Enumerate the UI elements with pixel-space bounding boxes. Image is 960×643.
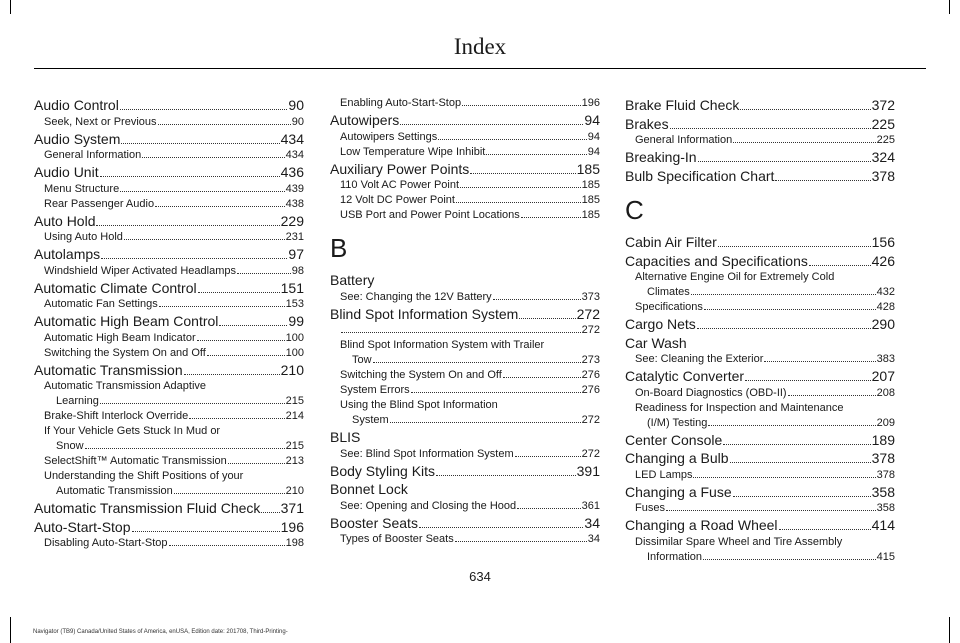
entry-page-number: 378 (871, 167, 895, 184)
entry-label: Automatic High Beam Control (34, 313, 219, 329)
entry-page-number: 213 (285, 455, 304, 467)
index-letter-heading: B (330, 233, 348, 263)
entry-label: Center Console (625, 431, 723, 448)
entry-page-number: 99 (288, 313, 304, 329)
index-subentry[interactable] (330, 178, 600, 193)
entry-page-number: 97 (288, 246, 304, 262)
entry-page-number: 34 (587, 533, 600, 545)
dot-leader (493, 299, 581, 300)
index-subentry[interactable] (34, 264, 304, 279)
entry-label: Specifications (635, 301, 703, 313)
index-entry[interactable] (625, 115, 895, 134)
dot-leader (101, 258, 287, 259)
entry-page-number: 94 (587, 130, 600, 143)
index-entry[interactable] (34, 96, 304, 115)
entry-page-number: 426 (871, 252, 895, 269)
dot-leader (438, 139, 587, 140)
dot-leader (666, 510, 876, 511)
index-subentry[interactable] (330, 96, 600, 111)
dot-leader (718, 246, 871, 247)
entry-page-number: 272 (581, 324, 600, 336)
index-subentry: Automatic Transmission Adaptive (44, 380, 207, 392)
entry-label: Autolamps (34, 246, 101, 262)
index-subentry: Using the Blind Spot Information (340, 399, 498, 411)
index-subentry[interactable] (34, 230, 304, 245)
entry-label: See: Changing the 12V Battery (340, 290, 492, 303)
index-subentry: Dissimilar Spare Wheel and Tire Assembly (635, 535, 843, 548)
index-subentry[interactable] (34, 394, 304, 409)
entry-page-number: 371 (280, 500, 304, 516)
index-column-3 (625, 96, 895, 565)
dot-leader (169, 545, 285, 546)
dot-leader (693, 477, 875, 478)
entry-label: Automatic Transmission (34, 361, 183, 378)
index-entry[interactable] (330, 111, 600, 130)
crop-mark-bottom-left (10, 617, 11, 643)
entry-page-number: 378 (876, 468, 895, 481)
dot-leader (174, 493, 285, 494)
header-rule (34, 68, 926, 69)
dot-leader (436, 475, 576, 476)
page-title: Index (453, 34, 507, 59)
dot-leader (521, 217, 581, 218)
index-subentry[interactable] (625, 352, 895, 367)
entry-label: (I/M) Testing (647, 416, 708, 429)
dot-leader (237, 273, 291, 274)
index-subentry[interactable] (34, 197, 304, 212)
dot-leader (788, 395, 876, 396)
index-entry[interactable] (34, 163, 304, 182)
index-entry[interactable] (330, 514, 600, 533)
entry-page-number: 373 (581, 290, 600, 303)
entry-label: See: Blind Spot Information System (340, 447, 514, 460)
dot-leader (456, 202, 581, 203)
entry-page-number: 185 (581, 209, 600, 221)
index-entry[interactable] (625, 431, 895, 450)
index-subentry[interactable] (625, 468, 895, 483)
entry-page-number: 272 (581, 447, 600, 460)
index-entry: Battery (330, 272, 375, 288)
entry-page-number: 215 (285, 440, 304, 452)
entry-label: LED Lamps (635, 468, 693, 481)
dot-leader (158, 124, 291, 125)
entry-label: 12 Volt DC Power Point (340, 194, 455, 206)
dot-leader (697, 328, 871, 329)
entry-page-number: 214 (285, 410, 304, 422)
entry-page-number: 391 (576, 462, 600, 479)
entry-label: System Errors (340, 384, 410, 396)
entry-label: Automatic Fan Settings (44, 298, 158, 310)
entry-page-number: 272 (576, 305, 600, 322)
dot-leader (155, 206, 285, 207)
dot-leader (462, 105, 581, 106)
entry-label: Snow (56, 440, 84, 452)
index-subentry[interactable] (330, 383, 600, 398)
entry-page-number: 276 (581, 369, 600, 381)
entry-page-number: 94 (587, 145, 600, 158)
entry-page-number: 324 (871, 149, 895, 165)
dot-leader (691, 294, 876, 295)
index-subentry[interactable] (625, 550, 895, 565)
index-subentry[interactable] (330, 413, 600, 428)
entry-page-number: 439 (285, 182, 304, 195)
index-subentry[interactable] (625, 501, 895, 516)
index-entry[interactable] (34, 245, 304, 264)
dot-leader (341, 332, 581, 333)
dot-leader (124, 239, 285, 240)
dot-leader (373, 362, 581, 363)
index-subentry[interactable] (34, 454, 304, 469)
crop-mark-top-left (10, 0, 11, 14)
entry-label: General Information (44, 149, 142, 161)
entry-page-number: 229 (280, 212, 304, 229)
dot-leader (120, 191, 284, 192)
entry-label: Using Auto Hold (44, 231, 123, 243)
entry-page-number: 208 (876, 386, 895, 399)
dot-leader (455, 541, 587, 542)
dot-leader (698, 161, 871, 162)
index-entry[interactable] (625, 96, 895, 115)
entry-page-number: 185 (581, 194, 600, 206)
index-entry: Bonnet Lock (330, 481, 408, 497)
entry-page-number: 378 (871, 450, 895, 466)
entry-page-number: 225 (876, 134, 895, 146)
dot-leader (764, 361, 875, 362)
index-entry[interactable] (625, 252, 895, 271)
entry-page-number: 100 (285, 331, 304, 344)
entry-label: Fuses (635, 502, 665, 514)
entry-label: Types of Booster Seats (340, 533, 454, 545)
index-subentry[interactable] (330, 447, 600, 462)
index-entry[interactable] (625, 148, 895, 167)
entry-page-number: 207 (871, 368, 895, 384)
entry-label: Audio System (34, 130, 121, 147)
entry-label: Auto-Start-Stop (34, 518, 131, 535)
entry-page-number: 434 (285, 149, 304, 161)
entry-page-number: 358 (871, 483, 895, 500)
index-subentry[interactable] (34, 148, 304, 163)
dot-leader (142, 157, 284, 158)
entry-page-number: 151 (280, 279, 304, 296)
entry-page-number: 210 (285, 485, 304, 497)
dot-leader (775, 180, 870, 181)
index-subentry[interactable] (330, 208, 600, 223)
entry-page-number: 185 (576, 160, 600, 177)
entry-label: Capacities and Specifications (625, 252, 808, 269)
entry-label: Low Temperature Wipe Inhibit (340, 145, 486, 158)
entry-label: Automatic High Beam Indicator (44, 331, 196, 344)
index-subentry[interactable] (330, 353, 600, 368)
entry-page-number: 438 (285, 197, 304, 210)
entry-page-number: 290 (871, 316, 895, 332)
index-entry[interactable] (34, 361, 304, 380)
dot-leader (219, 325, 287, 326)
dot-leader (486, 154, 586, 155)
entry-label: Switching the System On and Off (44, 346, 206, 359)
index-subentry: Alternative Engine Oil for Extremely Cold (635, 271, 835, 283)
entry-label: See: Cleaning the Exterior (635, 353, 764, 365)
dot-leader (733, 142, 875, 143)
index-subentry[interactable] (34, 409, 304, 424)
index-entry[interactable] (34, 279, 304, 298)
dot-leader (132, 531, 280, 532)
entry-label: Brake-Shift Interlock Override (44, 410, 189, 422)
index-subentry: If Your Vehicle Gets Stuck In Mud or (44, 425, 221, 437)
entry-page-number: 231 (285, 231, 304, 243)
entry-label: Autowipers Settings (340, 130, 438, 143)
dot-leader (708, 425, 875, 426)
index-entry[interactable] (34, 130, 304, 149)
entry-label: Information (647, 550, 703, 563)
index-entry[interactable] (625, 516, 895, 535)
entry-page-number: 273 (581, 354, 600, 366)
index-subentry[interactable] (330, 532, 600, 547)
dot-leader (809, 265, 871, 266)
entry-page-number: 209 (876, 416, 895, 429)
index-subentry[interactable] (34, 182, 304, 197)
entry-label: System (352, 414, 389, 426)
entry-label: Seek, Next or Previous (44, 115, 157, 128)
index-column-2 (330, 96, 600, 547)
entry-label: Automatic Transmission Fluid Check (34, 500, 261, 516)
entry-page-number: 196 (280, 518, 304, 535)
index-subentry[interactable] (34, 115, 304, 130)
dot-leader (460, 187, 581, 188)
dot-leader (159, 306, 285, 307)
entry-page-number: 215 (285, 395, 304, 407)
dot-leader (197, 340, 285, 341)
dot-leader (704, 309, 876, 310)
dot-leader (121, 143, 279, 144)
index-entry[interactable] (625, 449, 895, 468)
dot-leader (703, 559, 876, 560)
entry-page-number: 156 (871, 234, 895, 250)
entry-label: Auxiliary Power Points (330, 160, 470, 177)
index-entry[interactable] (34, 212, 304, 231)
index-subentry[interactable] (330, 193, 600, 208)
entry-page-number: 196 (581, 97, 600, 109)
entry-label: Changing a Bulb (625, 450, 729, 466)
entry-label: 110 Volt AC Power Point (340, 179, 460, 191)
index-subentry: Understanding the Shift Positions of your (44, 470, 244, 482)
index-letter-heading: C (625, 195, 644, 225)
dot-leader (730, 462, 871, 463)
index-entry[interactable] (625, 367, 895, 386)
index-subentry[interactable] (330, 368, 600, 383)
dot-leader (519, 318, 575, 319)
entry-page-number: 98 (291, 264, 304, 277)
index-entry[interactable] (625, 233, 895, 252)
dot-leader (189, 418, 284, 419)
index-entry: BLIS (330, 429, 361, 445)
entry-label: Autowipers (330, 112, 400, 128)
entry-page-number: 434 (280, 130, 304, 147)
index-entry[interactable] (330, 462, 600, 481)
entry-page-number: 225 (871, 115, 895, 132)
index-entry[interactable] (330, 160, 600, 179)
entry-label: Audio Unit (34, 164, 99, 180)
index-subentry: Blind Spot Information System with Trailer (340, 339, 545, 351)
entry-page-number: 272 (581, 414, 600, 426)
dot-leader (261, 512, 279, 513)
index-subentry[interactable] (625, 386, 895, 401)
entry-label: Blind Spot Information System (330, 305, 519, 322)
index-subentry[interactable] (34, 439, 304, 454)
entry-label: Brake Fluid Check (625, 97, 740, 113)
index-subentry[interactable] (34, 536, 304, 551)
entry-label: Automatic Transmission (56, 485, 173, 497)
index-subentry[interactable] (625, 285, 895, 300)
entry-page-number: 90 (288, 97, 304, 113)
entry-label: Catalytic Converter (625, 368, 745, 384)
entry-page-number: 372 (871, 97, 895, 113)
dot-leader (740, 109, 870, 110)
page-number: 634 (469, 569, 491, 584)
entry-label: Changing a Road Wheel (625, 517, 778, 533)
entry-label: SelectShift™ Automatic Transmission (44, 455, 227, 467)
index-entry[interactable] (625, 315, 895, 334)
index-column-1 (34, 96, 304, 551)
entry-label: General Information (635, 134, 733, 146)
dot-leader (515, 456, 581, 457)
entry-label: Cargo Nets (625, 316, 696, 332)
dot-leader (390, 422, 581, 423)
dot-leader (207, 355, 285, 356)
dot-leader (96, 225, 279, 226)
index-subentry[interactable] (330, 499, 600, 514)
index-subentry[interactable] (330, 323, 600, 338)
index-subentry[interactable] (330, 290, 600, 305)
index-subentry[interactable] (625, 300, 895, 315)
entry-page-number: 436 (280, 164, 304, 180)
entry-page-number: 94 (584, 112, 600, 128)
entry-page-number: 415 (876, 550, 895, 563)
entry-page-number: 210 (280, 361, 304, 378)
entry-label: Rear Passenger Audio (44, 197, 155, 210)
entry-label: Learning (56, 395, 99, 407)
entry-label: Menu Structure (44, 182, 120, 195)
index-subentry[interactable] (34, 297, 304, 312)
entry-label: Tow (352, 354, 372, 366)
entry-label: See: Opening and Closing the Hood (340, 499, 517, 512)
index-subentry[interactable] (34, 484, 304, 499)
entry-label: On-Board Diagnostics (OBD-II) (635, 386, 787, 399)
index-subentry[interactable] (330, 145, 600, 160)
index-entry[interactable] (34, 518, 304, 537)
entry-page-number: 432 (876, 286, 895, 298)
index-subentry: Readiness for Inspection and Maintenance (635, 401, 844, 414)
dot-leader (100, 403, 285, 404)
index-entry[interactable] (330, 305, 600, 324)
entry-page-number: 153 (285, 298, 304, 310)
entry-label: Booster Seats (330, 514, 418, 531)
index-entry[interactable] (34, 499, 304, 518)
dot-leader (723, 444, 870, 445)
index-subentry[interactable] (330, 130, 600, 145)
entry-label: Auto Hold (34, 212, 96, 229)
index-subentry[interactable] (34, 331, 304, 346)
entry-label: Body Styling Kits (330, 462, 436, 479)
entry-label: Climates (647, 286, 690, 298)
dot-leader (100, 176, 280, 177)
entry-label: Breaking-In (625, 149, 697, 165)
entry-page-number: 361 (581, 499, 600, 512)
index-entry[interactable] (34, 312, 304, 331)
index-subentry[interactable] (34, 346, 304, 361)
entry-label: Disabling Auto-Start-Stop (44, 537, 168, 549)
entry-label: Brakes (625, 115, 669, 132)
entry-page-number: 34 (584, 514, 600, 531)
entry-label: Changing a Fuse (625, 483, 732, 500)
index-subentry[interactable] (625, 133, 895, 148)
entry-page-number: 358 (876, 502, 895, 514)
index-entry: Car Wash (625, 334, 687, 351)
dot-leader (85, 448, 285, 449)
entry-label: Automatic Climate Control (34, 279, 197, 296)
entry-page-number: 185 (581, 179, 600, 191)
entry-page-number: 383 (876, 353, 895, 365)
dot-leader (745, 380, 871, 381)
entry-page-number: 90 (291, 115, 304, 128)
dot-leader (184, 374, 280, 375)
dot-leader (517, 508, 581, 509)
entry-page-number: 198 (285, 537, 304, 549)
entry-label: Switching the System On and Off (340, 369, 502, 381)
entry-label: Bulb Specification Chart (625, 167, 775, 184)
dot-leader (228, 463, 285, 464)
crop-mark-top-right (949, 0, 950, 14)
dot-leader (411, 392, 581, 393)
entry-label: Cabin Air Filter (625, 234, 717, 250)
entry-page-number: 100 (285, 346, 304, 359)
entry-page-number: 276 (581, 384, 600, 396)
entry-page-number: 428 (876, 301, 895, 313)
entry-label: USB Port and Power Point Locations (340, 209, 520, 221)
index-entry[interactable] (625, 483, 895, 502)
index-subentry[interactable] (625, 416, 895, 431)
entry-label: Enabling Auto-Start-Stop (340, 97, 462, 109)
dot-leader (779, 529, 871, 530)
dot-leader (400, 124, 583, 125)
entry-label: Audio Control (34, 97, 119, 113)
dot-leader (670, 128, 871, 129)
dot-leader (120, 109, 288, 110)
crop-mark-bottom-right (949, 617, 950, 643)
dot-leader (503, 377, 581, 378)
entry-page-number: 189 (871, 431, 895, 448)
dot-leader (419, 527, 583, 528)
entry-page-number: 414 (871, 517, 895, 533)
index-entry[interactable] (625, 167, 895, 186)
footer-text: Navigator (TB9) Canada/United States of America, enUSA, Edition date: 201708, Third-Printing- (33, 629, 288, 635)
entry-label: Windshield Wiper Activated Headlamps (44, 264, 236, 277)
dot-leader (733, 496, 871, 497)
dot-leader (470, 173, 575, 174)
dot-leader (198, 292, 280, 293)
